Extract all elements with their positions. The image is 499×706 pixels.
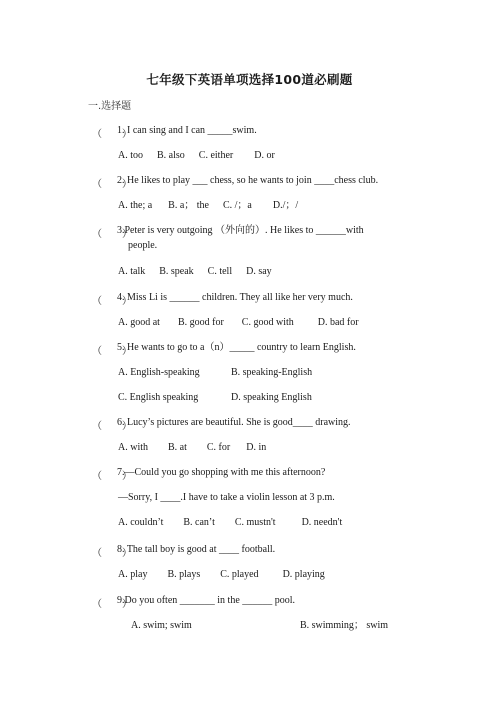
- question-1-options: [118, 150, 275, 162]
- question-5-stem: 5. He wants to go to a（n）_____ country to learn English.: [117, 342, 356, 353]
- question-6-stem: 6. Lucy’s pictures are beautiful. She is good____ drawing.: [117, 417, 351, 428]
- question-6-options: [118, 442, 266, 454]
- question-3-option-b: B. speak: [159, 266, 194, 277]
- question-2-option-a: A. the; a: [118, 200, 153, 211]
- answer-blank-3: （ ）: [92, 229, 132, 240]
- question-7-option-d: D. needn't: [301, 517, 343, 528]
- answer-blank-6: （ ）: [92, 421, 132, 432]
- question-6-option-a: A. with: [118, 442, 148, 453]
- question-5-option-c: C. English speaking: [118, 392, 199, 403]
- page-title: 七年级下英语单项选择100道必刷题: [146, 72, 353, 87]
- question-8-stem: 8. The tall boy is good at ____ football.: [117, 544, 276, 555]
- question-5-option-b: B. speaking-English: [231, 367, 313, 378]
- question-2-option-d: D./；/: [272, 200, 299, 211]
- question-2-option-b: B. a； the: [168, 200, 209, 211]
- answer-blank-7: （ ）: [92, 471, 132, 482]
- question-4-option-b: B. good for: [177, 317, 224, 328]
- question-9-option-a: A. swim; swim: [131, 620, 192, 631]
- question-3-option-a: A. talk: [118, 266, 146, 277]
- question-8-option-d: D. playing: [282, 569, 325, 580]
- question-1-option-b: B. also: [157, 150, 185, 161]
- question-1-option-d: D. or: [254, 150, 275, 161]
- question-8-options: [118, 569, 325, 581]
- question-3-stem-continued: people.: [128, 240, 158, 251]
- question-7-stem: 7.—Could you go shopping with me this afternoon?: [117, 467, 326, 478]
- answer-blank-8: （ ）: [92, 548, 132, 559]
- question-8-option-c: C. played: [220, 569, 259, 580]
- question-6-option-b: B. at: [168, 442, 187, 453]
- answer-blank-2: （ ）: [92, 179, 132, 190]
- question-5-options-row-2: [118, 392, 312, 404]
- question-5-option-d: D. speaking English: [231, 392, 312, 403]
- question-5-option-a: A. English-speaking: [118, 367, 200, 378]
- question-2-option-c: C. /；a: [222, 200, 252, 211]
- question-4-option-d: D. bad for: [317, 317, 359, 328]
- question-4-option-a: A. good at: [118, 317, 160, 328]
- question-8-option-b: B. plays: [167, 569, 201, 580]
- question-6-option-c: C. for: [206, 442, 231, 453]
- question-2-options: [118, 200, 298, 212]
- answer-blank-4: （ ）: [92, 296, 132, 307]
- question-2-stem: 2. He likes to play ___ chess, so he wants to join ____chess club.: [117, 175, 379, 186]
- question-7-stem-continued: —Sorry, I ____.I have to take a violin lesson at 3 p.m.: [118, 492, 335, 503]
- question-9-option-b: B. swimming； swim: [300, 620, 389, 631]
- answer-blank-5: （ ）: [92, 346, 132, 357]
- question-1-stem: 1. I can sing and I can _____swim.: [117, 125, 257, 136]
- answer-blank-1: （ ）: [92, 129, 132, 140]
- question-5-options-row-1: [118, 367, 312, 379]
- question-3-stem: 3.Peter is very outgoing （外向的）. He likes to ______with: [117, 225, 364, 236]
- question-4-stem: 4. Miss Li is ______ children. They all like her very much.: [117, 292, 353, 303]
- question-8-option-a: A. play: [118, 569, 148, 580]
- question-6-option-d: D. in: [246, 442, 267, 453]
- question-1-option-c: C. either: [198, 150, 234, 161]
- question-4-options: [118, 317, 359, 329]
- section-heading: 一.选择题: [88, 101, 132, 112]
- question-7-option-b: B. can’t: [183, 517, 215, 528]
- answer-blank-9: （ ）: [92, 599, 132, 610]
- question-7-option-a: A. couldn’t: [118, 517, 164, 528]
- question-3-option-c: C. tell: [207, 266, 233, 277]
- question-1-option-a: A. too: [118, 150, 143, 161]
- question-3-options: [118, 266, 272, 278]
- question-7-option-c: C. mustn't: [234, 517, 276, 528]
- question-7-options: [118, 517, 342, 529]
- question-9-stem: 9.Do you often _______ in the ______ pool.: [117, 595, 296, 606]
- question-3-option-d: D. say: [246, 266, 272, 277]
- question-4-option-c: C. good with: [241, 317, 294, 328]
